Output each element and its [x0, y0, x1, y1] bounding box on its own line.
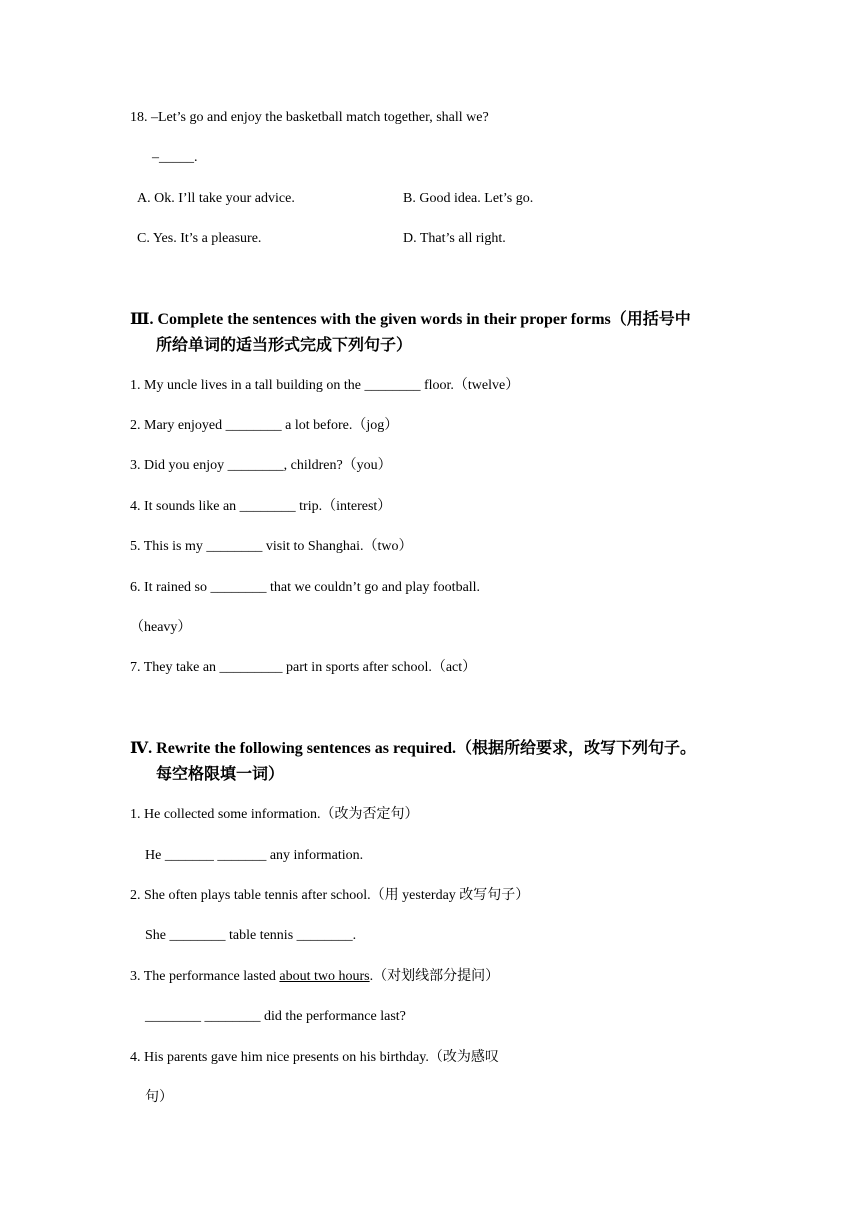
- rewrite-answer-1: He _______ _______ any information.: [145, 848, 364, 863]
- rewrite-question-2: 2. She often plays table tennis after school.（用 yesterday 改写句子）: [130, 888, 530, 903]
- section-3-heading-line2: 所给单词的适当形式完成下列句子）: [156, 337, 413, 354]
- list-item: 5. This is my ________ visit to Shanghai.（two）: [130, 539, 413, 554]
- section-3-heading: [130, 307, 750, 359]
- rewrite-answer-3: ________ ________ did the performance last?: [145, 1009, 406, 1024]
- section-4-heading: [130, 736, 750, 788]
- rewrite-question-4: 4. His parents gave him nice presents on his birthday.（改为感叹: [130, 1050, 499, 1065]
- list-item: 4. It sounds like an ________ trip.（interest）: [130, 499, 392, 514]
- list-item: 3. Did you enjoy ________, children?（you）: [130, 458, 392, 473]
- option-a: A. Ok. I’ll take your advice.: [137, 191, 295, 206]
- option-c: C. Yes. It’s a pleasure.: [137, 231, 262, 246]
- rewrite-question-3: [130, 967, 499, 987]
- section-4-heading-line2: 每空格限填一词）: [156, 766, 285, 783]
- rewrite-question-3-post: .（对划线部分提问）: [369, 969, 500, 984]
- option-b: B. Good idea. Let’s go.: [403, 191, 534, 206]
- section-3-heading-line1: Ⅲ. Complete the sentences with the given words in their proper forms（用括号中: [130, 311, 691, 328]
- list-item: 7. They take an _________ part in sports after school.（act）: [130, 660, 477, 675]
- question-18-stem: 18. –Let’s go and enjoy the basketball match together, shall we?: [130, 110, 489, 125]
- rewrite-question-3-pre: 3. The performance lasted: [130, 969, 280, 984]
- rewrite-question-1: 1. He collected some information.（改为否定句）: [130, 807, 419, 822]
- section-4-heading-line1: Ⅳ. Rewrite the following sentences as required.（根据所给要求，改写下列句子。: [130, 740, 696, 757]
- question-18-reply-blank: –_____.: [152, 150, 198, 165]
- rewrite-answer-2: She ________ table tennis ________.: [145, 928, 357, 943]
- list-item: 6. It rained so ________ that we couldn’t go and play football.: [130, 580, 481, 595]
- underlined-phrase: about two hours: [279, 969, 370, 984]
- rewrite-question-4-continuation: 句）: [145, 1090, 173, 1105]
- list-item-continuation: （heavy）: [130, 620, 192, 635]
- list-item: 2. Mary enjoyed ________ a lot before.（jog）: [130, 418, 399, 433]
- option-d: D. That’s all right.: [403, 231, 506, 246]
- list-item: 1. My uncle lives in a tall building on the ________ floor.（twelve）: [130, 378, 520, 393]
